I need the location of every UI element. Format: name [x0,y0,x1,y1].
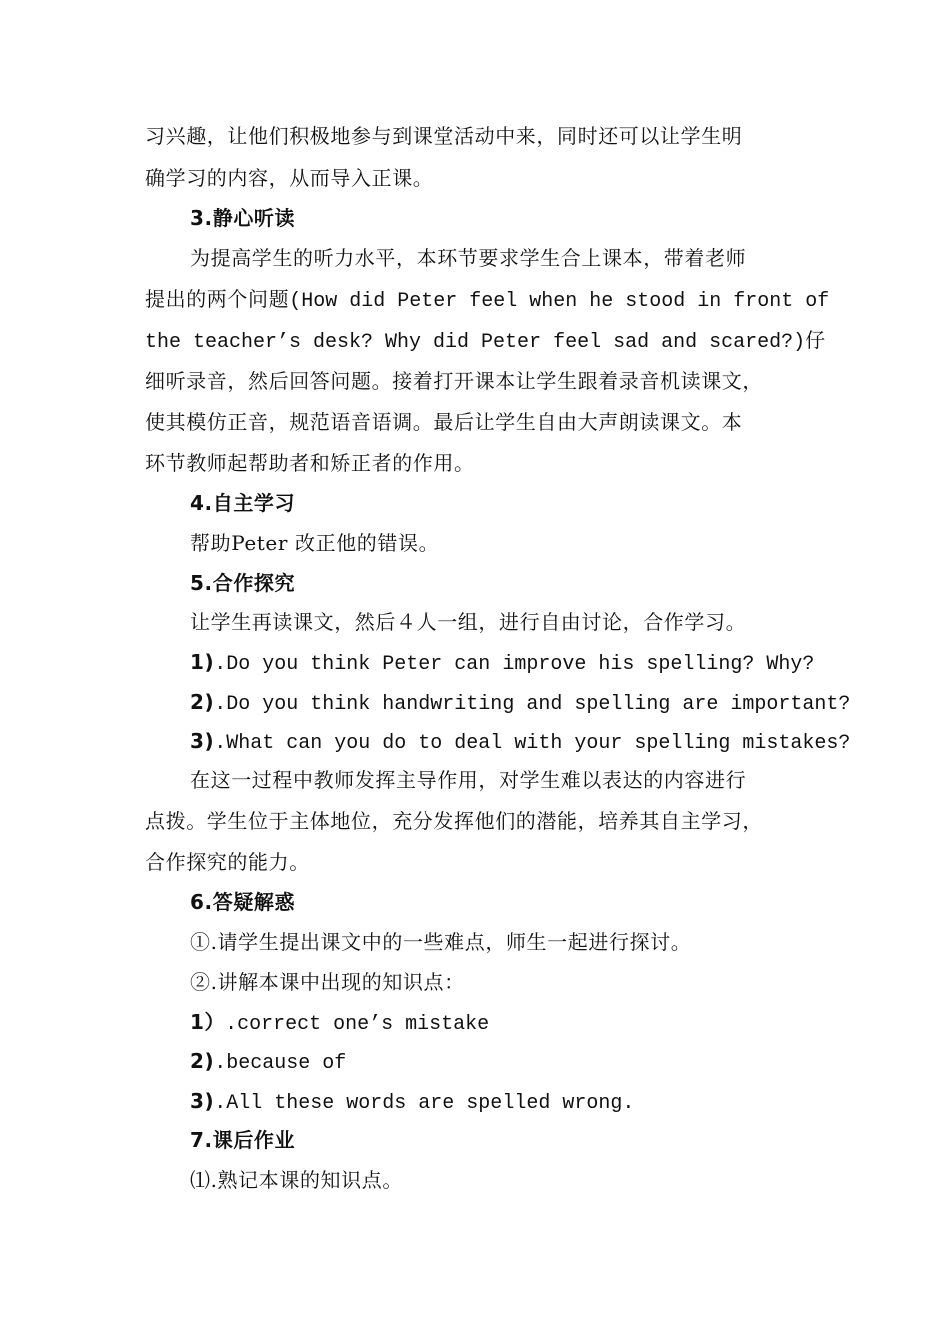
point-number: 3) [190,1089,215,1113]
point-number: 1） [190,1010,226,1034]
section-3-line-3-english: the teacher’s desk? Why did Peter feel sad and scared?) [145,331,806,354]
section-5-heading: 5.合作探究 [190,571,296,595]
section-6-item-2: ②.讲解本课中出现的知识点： [190,970,465,994]
question-text: .Do you think handwriting and spelling are important? [214,693,851,716]
section-3-paragraph-line-6: 环节教师起帮助者和矫正者的作用。 [145,451,475,475]
section-4-heading: 4.自主学习 [190,491,296,515]
intro-line-1: 习兴趣，让他们积极地参与到课堂活动中来，同时还可以让学生明 [145,124,743,148]
section-5-paragraph-line-1: 让学生再读课文，然后４人一组，进行自由讨论，合作学习。 [190,610,747,634]
section-3-paragraph-line-5: 使其模仿正音，规范语音语调。最后让学生自由大声朗读课文。本 [145,410,743,434]
question-number: 3) [190,729,215,753]
intro-line-2: 确学习的内容，从而导入正课。 [145,166,434,190]
section-3-paragraph-line-2 [145,286,829,315]
point-number: 2) [190,1049,215,1073]
section-6-heading: 6.答疑解惑 [190,890,296,914]
section-3-line-2-english: (How did Peter feel when he stood in front of [289,290,830,313]
section-3-paragraph-line-4: 细听录音，然后回答问题。接着打开课本让学生跟着录音机读课文， [145,369,763,393]
question-number: 1) [190,650,215,674]
section-7-item-1: ⑴.熟记本课的知识点。 [190,1168,403,1192]
section-3-line-3-chinese: 仔 [805,328,826,352]
section-5-paragraph-line-4: 合作探究的能力。 [145,850,310,874]
section-3-heading: 3.静心听读 [190,206,296,230]
point-text: .because of [214,1052,347,1075]
section-7-heading: 7.课后作业 [190,1128,296,1152]
section-5-question-2 [190,689,850,718]
section-5-question-3 [190,728,850,757]
section-5-paragraph-line-3: 点拨。学生位于主体地位，充分发挥他们的潜能，培养其自主学习， [145,809,763,833]
section-3-line-2-chinese: 提出的两个问题 [145,287,290,311]
section-6-point-1 [190,1009,489,1038]
question-number: 2) [190,690,215,714]
question-text: .Do you think Peter can improve his spelling? Why? [214,653,815,676]
section-6-point-3 [190,1088,634,1117]
section-5-question-1 [190,649,814,678]
section-6-point-2 [190,1048,346,1077]
point-text: .correct one’s mistake [225,1013,490,1036]
section-5-paragraph-line-2: 在这一过程中教师发挥主导作用，对学生难以表达的内容进行 [190,768,747,792]
section-3-paragraph-line-3 [145,327,826,356]
section-4-paragraph: 帮助Peter 改正他的错误。 [190,531,440,555]
section-3-paragraph-line-1: 为提高学生的听力水平，本环节要求学生合上课本，带着老师 [190,246,747,270]
point-text: .All these words are spelled wrong. [214,1092,635,1115]
section-6-item-1: ①.请学生提出课文中的一些难点，师生一起进行探讨。 [190,930,692,954]
question-text: .What can you do to deal with your spelling mistakes? [214,732,851,755]
